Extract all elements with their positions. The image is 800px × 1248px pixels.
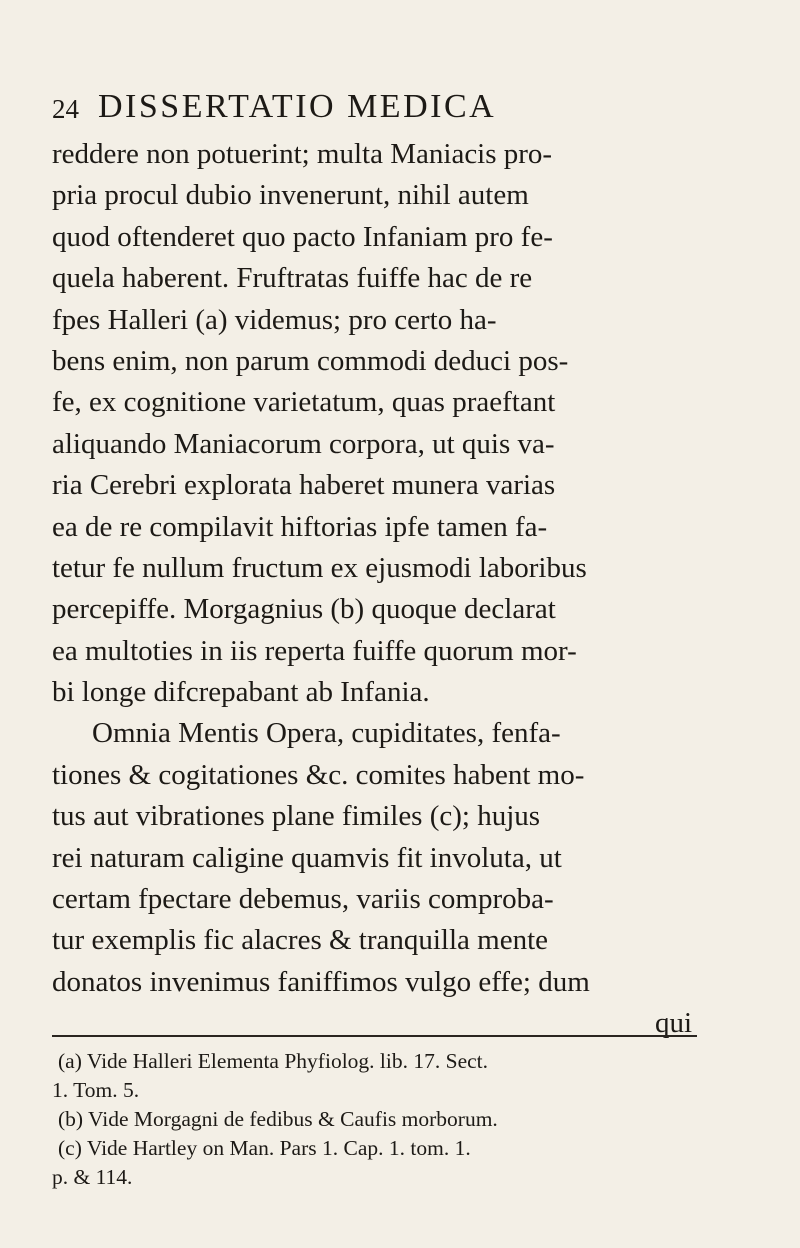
text-line: donatos invenimus faniffimos vulgo effe; dum [52,965,590,998]
page-header [52,88,712,132]
text-line: aliquando Maniacorum corpora, ut quis va- [52,427,555,460]
footnotes [52,1047,697,1192]
text-line: tus aut vibrationes plane fimiles (c); hujus [52,800,541,833]
body-text [52,134,692,1045]
text-line: quela haberent. Fruftratas fuiffe hac de re [52,262,533,295]
footnote-continuation: 1. Tom. 5. [52,1078,140,1102]
footnote: (b) Vide Morgagni de fedibus & Caufis morborum. [58,1107,498,1131]
text-line: tur exemplis fic alacres & tranquilla mente [52,924,549,957]
text-line: quod oftenderet quo pacto Infaniam pro fe- [52,220,553,253]
footnote: (a) Vide Halleri Elementa Phyfiolog. lib. 17. Sect. [58,1049,488,1073]
text-line: rei naturam caligine quamvis fit involuta, ut [52,841,562,874]
text-line: pria procul dubio invenerunt, nihil autem [52,179,529,212]
page-number: 24 [52,94,79,124]
text-line: tetur fe nullum fructum ex ejusmodi laboribus [52,551,587,584]
text-line: certam fpectare debemus, variis comproba- [52,883,554,916]
text-line: tiones & cogitationes &c. comites habent mo- [52,758,585,791]
footnote-rule [52,1035,697,1037]
text-line: ria Cerebri explorata haberet munera varias [52,469,556,502]
text-line: fpes Halleri (a) videmus; pro certo ha- [52,303,497,336]
text-line: percepiffe. Morgagnius (b) quoque declarat [52,593,556,626]
text-line: bi longe difcrepabant ab Infania. [52,676,430,709]
text-line: bens enim, non parum commodi deduci pos- [52,344,569,377]
footnote-continuation: p. & 114. [52,1165,133,1189]
text-line: reddere non potuerint; multa Maniacis pro- [52,138,553,170]
paragraph-start-line: Omnia Mentis Opera, cupiditates, fenfa- [92,717,561,750]
running-title: DISSERTATIO MEDICA [98,88,497,125]
footnote: (c) Vide Hartley on Man. Pars 1. Cap. 1. tom. 1. [58,1136,471,1160]
catchword: qui [654,1007,692,1040]
text-line: ea de re compilavit hiftorias ipfe tamen fa- [52,510,548,543]
text-line: fe, ex cognitione varietatum, quas praeftant [52,386,556,419]
text-line: ea multoties in iis reperta fuiffe quorum mor- [52,634,577,667]
